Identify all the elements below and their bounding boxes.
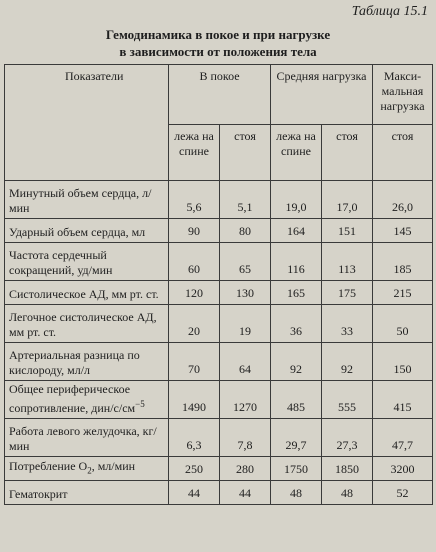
row-label: Артериальная разница по кислороду, мл/л	[5, 343, 169, 381]
cell-value: 175	[322, 281, 373, 305]
cell-value: 185	[373, 243, 433, 281]
row-label: Легочное систолическое АД, мм рт. ст.	[5, 305, 169, 343]
table-row	[5, 419, 433, 457]
cell-value: 44	[220, 481, 271, 505]
header-max-load: Макси-мальная нагрузка	[373, 65, 433, 125]
table-row	[5, 305, 433, 343]
row-label	[5, 381, 169, 419]
row-label: Работа левого желудочка, кг/мин	[5, 419, 169, 457]
cell-value: 116	[271, 243, 322, 281]
header-medium-standing: стоя	[322, 125, 373, 181]
header-medium-lying: лежа на спине	[271, 125, 322, 181]
row-label-text: Общее периферическое сопротивление, дин/с/см	[9, 382, 136, 415]
table-number: Таблица 15.1	[351, 4, 428, 19]
cell-value: 60	[169, 243, 220, 281]
table-row	[5, 281, 433, 305]
table-row	[5, 219, 433, 243]
cell-value: 5,1	[220, 181, 271, 219]
cell-value: 17,0	[322, 181, 373, 219]
cell-value: 7,8	[220, 419, 271, 457]
cell-value: 555	[322, 381, 373, 419]
row-label-subscript: 2	[87, 465, 92, 475]
cell-value: 29,7	[271, 419, 322, 457]
cell-value: 27,3	[322, 419, 373, 457]
header-param: Показатели	[5, 65, 169, 181]
row-label: Частота сердечный сокращений, уд/мин	[5, 243, 169, 281]
cell-value: 90	[169, 219, 220, 243]
cell-value: 92	[271, 343, 322, 381]
header-max-standing: стоя	[373, 125, 433, 181]
table-row	[5, 381, 433, 419]
table-row	[5, 343, 433, 381]
cell-value: 164	[271, 219, 322, 243]
cell-value: 151	[322, 219, 373, 243]
table-row	[5, 481, 433, 505]
cell-value: 19	[220, 305, 271, 343]
cell-value: 3200	[373, 457, 433, 481]
row-label-text: Потребление О	[9, 458, 88, 473]
cell-value: 80	[220, 219, 271, 243]
cell-value: 1490	[169, 381, 220, 419]
row-label: Ударный объем сердца, мл	[5, 219, 169, 243]
cell-value: 44	[169, 481, 220, 505]
header-rest: В покое	[169, 65, 271, 125]
cell-value: 26,0	[373, 181, 433, 219]
cell-value: 280	[220, 457, 271, 481]
cell-value: 47,7	[373, 419, 433, 457]
cell-value: 48	[322, 481, 373, 505]
cell-value: 6,3	[169, 419, 220, 457]
table-row	[5, 457, 433, 481]
header-row-1	[5, 65, 433, 125]
cell-value: 1750	[271, 457, 322, 481]
cell-value: 1850	[322, 457, 373, 481]
cell-value: 250	[169, 457, 220, 481]
hemodynamics-table	[4, 64, 433, 505]
cell-value: 20	[169, 305, 220, 343]
cell-value: 130	[220, 281, 271, 305]
cell-value: 48	[271, 481, 322, 505]
cell-value: 145	[373, 219, 433, 243]
table-row	[5, 243, 433, 281]
cell-value: 150	[373, 343, 433, 381]
header-rest-standing: стоя	[220, 125, 271, 181]
cell-value: 50	[373, 305, 433, 343]
cell-value: 1270	[220, 381, 271, 419]
cell-value: 65	[220, 243, 271, 281]
cell-value: 36	[271, 305, 322, 343]
row-label-unit: , мл/мин	[91, 458, 136, 473]
cell-value: 113	[322, 243, 373, 281]
row-label: Минутный объем сердца, л/мин	[5, 181, 169, 219]
cell-value: 215	[373, 281, 433, 305]
cell-value: 485	[271, 381, 322, 419]
cell-value: 33	[322, 305, 373, 343]
row-label	[5, 457, 169, 481]
cell-value: 52	[373, 481, 433, 505]
cell-value: 19,0	[271, 181, 322, 219]
cell-value: 70	[169, 343, 220, 381]
cell-value: 415	[373, 381, 433, 419]
row-label-exponent: −5	[135, 399, 145, 409]
cell-value: 165	[271, 281, 322, 305]
row-label: Гематокрит	[5, 481, 169, 505]
title-line-2: в зависимости от положения тела	[119, 44, 317, 59]
header-medium-load: Средняя нагрузка	[271, 65, 373, 125]
title-line-1: Гемодинамика в покое и при нагрузке	[105, 27, 331, 42]
row-label: Систолическое АД, мм рт. ст.	[5, 281, 169, 305]
header-rest-lying: лежа на спине	[169, 125, 220, 181]
cell-value: 64	[220, 343, 271, 381]
cell-value: 92	[322, 343, 373, 381]
table-row	[5, 181, 433, 219]
cell-value: 120	[169, 281, 220, 305]
cell-value: 5,6	[169, 181, 220, 219]
table-title	[0, 26, 436, 60]
